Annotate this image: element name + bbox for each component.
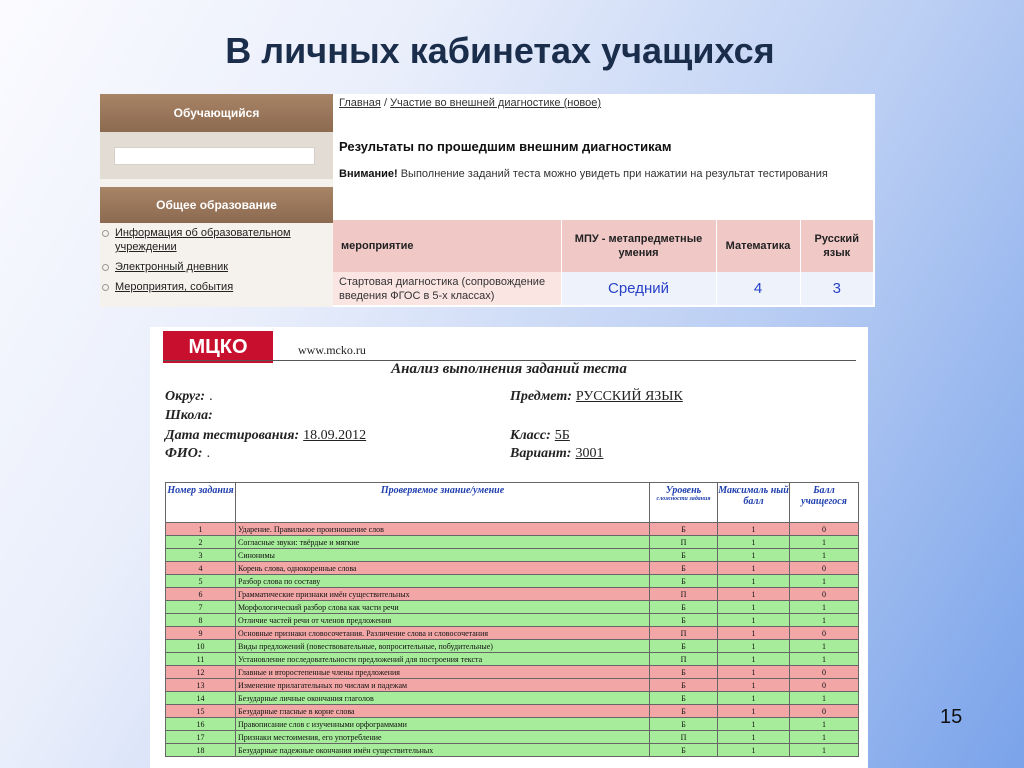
- task-level: Б: [650, 549, 718, 562]
- sidebar-link-school-info[interactable]: Информация об образовательном учреждении: [100, 223, 333, 257]
- task-number: 2: [166, 536, 236, 549]
- table-row: [166, 692, 859, 705]
- sidebar-link-diary[interactable]: Электронный дневник: [100, 257, 333, 277]
- task-number: 6: [166, 588, 236, 601]
- date-label: Дата тестирования:: [165, 428, 300, 443]
- task-max-score: 1: [718, 536, 790, 549]
- task-number: 8: [166, 614, 236, 627]
- tasks-header-skill: Проверяемое знание/умение: [236, 483, 650, 523]
- task-level: П: [650, 588, 718, 601]
- task-level: Б: [650, 614, 718, 627]
- table-row: [166, 588, 859, 601]
- task-max-score: 1: [718, 653, 790, 666]
- task-number: 15: [166, 705, 236, 718]
- test-report: [150, 327, 868, 768]
- task-max-score: 1: [718, 731, 790, 744]
- task-skill: Признаки местоимения, его употребление: [236, 731, 650, 744]
- header-event: мероприятие: [333, 220, 561, 272]
- task-level: П: [650, 653, 718, 666]
- subject-value: РУССКИЙ ЯЗЫК: [575, 389, 683, 404]
- task-student-score: 0: [790, 523, 859, 536]
- breadcrumb-separator: /: [383, 97, 387, 109]
- task-student-score: 1: [790, 549, 859, 562]
- task-max-score: 1: [718, 588, 790, 601]
- fio-label: ФИО:: [165, 446, 203, 461]
- table-row: [166, 627, 859, 640]
- class-label: Класс:: [510, 428, 551, 443]
- task-skill: Основные признаки словосочетания. Различение слова и словосочетания: [236, 627, 650, 640]
- task-number: 10: [166, 640, 236, 653]
- task-max-score: 1: [718, 562, 790, 575]
- table-row: [166, 679, 859, 692]
- table-row: [166, 575, 859, 588]
- table-row: [166, 705, 859, 718]
- task-max-score: 1: [718, 549, 790, 562]
- task-number: 5: [166, 575, 236, 588]
- task-number: 4: [166, 562, 236, 575]
- task-max-score: 1: [718, 718, 790, 731]
- task-max-score: 1: [718, 692, 790, 705]
- task-skill: Синонимы: [236, 549, 650, 562]
- student-name-field: [114, 147, 315, 165]
- task-student-score: 0: [790, 705, 859, 718]
- task-number: 9: [166, 627, 236, 640]
- task-student-score: 1: [790, 536, 859, 549]
- task-student-score: 1: [790, 614, 859, 627]
- task-level: П: [650, 536, 718, 549]
- task-level: П: [650, 627, 718, 640]
- table-row: [333, 272, 874, 305]
- task-number: 13: [166, 679, 236, 692]
- task-skill: Отличие частей речи от членов предложения: [236, 614, 650, 627]
- results-heading: Результаты по прошедшим внешним диагностикам: [339, 139, 672, 154]
- task-level: П: [650, 731, 718, 744]
- page-number: 15: [940, 706, 963, 728]
- task-number: 18: [166, 744, 236, 757]
- variant-value: 3001: [575, 446, 604, 461]
- task-level: Б: [650, 692, 718, 705]
- task-student-score: 1: [790, 692, 859, 705]
- table-row: [166, 718, 859, 731]
- tasks-body: [166, 523, 859, 757]
- task-skill: Безударные гласные в корне слова: [236, 705, 650, 718]
- field-fio: [165, 446, 210, 462]
- task-level: Б: [650, 679, 718, 692]
- task-number: 12: [166, 666, 236, 679]
- task-number: 11: [166, 653, 236, 666]
- header-math: Математика: [716, 220, 800, 272]
- report-title: Анализ выполнения заданий теста: [391, 361, 627, 377]
- result-math-link[interactable]: 4: [716, 272, 800, 305]
- tasks-header-level: [650, 483, 718, 523]
- task-level: Б: [650, 666, 718, 679]
- subject-label: Предмет:: [510, 389, 572, 404]
- fio-value: .: [206, 446, 211, 461]
- district-value: .: [209, 389, 213, 404]
- task-number: 17: [166, 731, 236, 744]
- table-row: [166, 549, 859, 562]
- tasks-header-max: Максималь ный балл: [718, 483, 790, 523]
- task-skill: Безударные личные окончания глаголов: [236, 692, 650, 705]
- portal-sidebar: [100, 94, 333, 307]
- cell-event: Стартовая диагностика (сопровождение введения ФГОС в 5-х классах): [333, 272, 561, 305]
- attention-label: Внимание!: [339, 168, 398, 180]
- task-max-score: 1: [718, 601, 790, 614]
- table-row: [166, 536, 859, 549]
- school-label: Школа:: [165, 408, 213, 423]
- field-variant: [510, 446, 603, 462]
- portal-main: [333, 94, 875, 307]
- task-number: 16: [166, 718, 236, 731]
- portal-screenshot: [100, 94, 875, 307]
- task-max-score: 1: [718, 679, 790, 692]
- task-number: 3: [166, 549, 236, 562]
- breadcrumb-current[interactable]: Участие во внешней диагностике (новое): [390, 97, 602, 109]
- task-max-score: 1: [718, 575, 790, 588]
- task-max-score: 1: [718, 705, 790, 718]
- attention-note: [339, 167, 829, 181]
- task-student-score: 1: [790, 653, 859, 666]
- results-table: [333, 220, 874, 305]
- variant-label: Вариант:: [510, 446, 572, 461]
- report-url: www.mcko.ru: [298, 343, 366, 357]
- task-student-score: 0: [790, 588, 859, 601]
- task-max-score: 1: [718, 640, 790, 653]
- table-row: [166, 523, 859, 536]
- task-student-score: 0: [790, 627, 859, 640]
- tasks-header-score: Балл учащегося: [790, 483, 859, 523]
- task-number: 7: [166, 601, 236, 614]
- result-russian-link[interactable]: 3: [800, 272, 874, 305]
- table-row: [166, 562, 859, 575]
- task-skill: Морфологический разбор слова как части речи: [236, 601, 650, 614]
- task-number: 1: [166, 523, 236, 536]
- task-level: Б: [650, 523, 718, 536]
- task-student-score: 0: [790, 666, 859, 679]
- field-school: [165, 408, 213, 424]
- task-skill: Грамматические признаки имён существительных: [236, 588, 650, 601]
- breadcrumb-home[interactable]: Главная: [339, 97, 381, 109]
- table-row: [166, 744, 859, 757]
- task-skill: Виды предложений (повествовательные, вопросительные, побудительные): [236, 640, 650, 653]
- task-student-score: 1: [790, 601, 859, 614]
- sidebar-user-box: [100, 132, 333, 179]
- table-row: [166, 601, 859, 614]
- task-level: Б: [650, 718, 718, 731]
- attention-text: Выполнение заданий теста можно увидеть при нажатии на результат тестирования: [400, 168, 828, 180]
- task-level: Б: [650, 575, 718, 588]
- mcko-logo: МЦКО: [163, 331, 273, 363]
- sidebar-section-header: Общее образование: [100, 187, 333, 223]
- task-skill: Правописание слов с изученными орфограммами: [236, 718, 650, 731]
- district-label: Округ:: [165, 389, 206, 404]
- table-row: [166, 653, 859, 666]
- table-row: [166, 731, 859, 744]
- task-skill: Изменение прилагательных по числам и падежам: [236, 679, 650, 692]
- tasks-header-number: Номер задания: [166, 483, 236, 523]
- field-date: [165, 428, 366, 444]
- task-student-score: 1: [790, 575, 859, 588]
- header-meta: МПУ - метапредметные умения: [561, 220, 716, 272]
- task-student-score: 1: [790, 640, 859, 653]
- task-number: 14: [166, 692, 236, 705]
- breadcrumb: [339, 97, 875, 109]
- tasks-header-level-label: Уровень: [665, 485, 702, 496]
- task-skill: Главные и второстепенные члены предложения: [236, 666, 650, 679]
- header-russian: Русский язык: [800, 220, 874, 272]
- task-level: Б: [650, 744, 718, 757]
- field-class: [510, 428, 570, 444]
- task-level: Б: [650, 640, 718, 653]
- task-skill: Корень слова, однокоренные слова: [236, 562, 650, 575]
- tasks-header-level-sub: сложности задания: [656, 496, 711, 502]
- sidebar-student-header: Обучающийся: [100, 94, 333, 132]
- task-skill: Согласные звуки: твёрдые и мягкие: [236, 536, 650, 549]
- task-skill: Установление последовательности предложений для построения текста: [236, 653, 650, 666]
- task-max-score: 1: [718, 666, 790, 679]
- slide-title: В личных кабинетах учащихся: [225, 30, 775, 71]
- class-value: 5Б: [554, 428, 570, 443]
- table-row: [166, 666, 859, 679]
- field-subject: [510, 389, 683, 405]
- task-student-score: 1: [790, 744, 859, 757]
- sidebar-link-events[interactable]: Мероприятия, события: [100, 277, 333, 297]
- task-skill: Разбор слова по составу: [236, 575, 650, 588]
- task-student-score: 1: [790, 718, 859, 731]
- task-skill: Безударные падежные окончания имён существительных: [236, 744, 650, 757]
- task-skill: Ударение. Правильное произношение слов: [236, 523, 650, 536]
- task-level: Б: [650, 705, 718, 718]
- table-row: [166, 640, 859, 653]
- tasks-table: [165, 482, 859, 757]
- task-max-score: 1: [718, 744, 790, 757]
- date-value: 18.09.2012: [303, 428, 367, 443]
- task-student-score: 0: [790, 562, 859, 575]
- task-max-score: 1: [718, 523, 790, 536]
- task-max-score: 1: [718, 627, 790, 640]
- task-student-score: 1: [790, 731, 859, 744]
- field-district: [165, 389, 213, 405]
- task-student-score: 0: [790, 679, 859, 692]
- task-max-score: 1: [718, 614, 790, 627]
- result-meta-link[interactable]: Средний: [561, 272, 716, 305]
- table-row: [166, 614, 859, 627]
- task-level: Б: [650, 601, 718, 614]
- task-level: Б: [650, 562, 718, 575]
